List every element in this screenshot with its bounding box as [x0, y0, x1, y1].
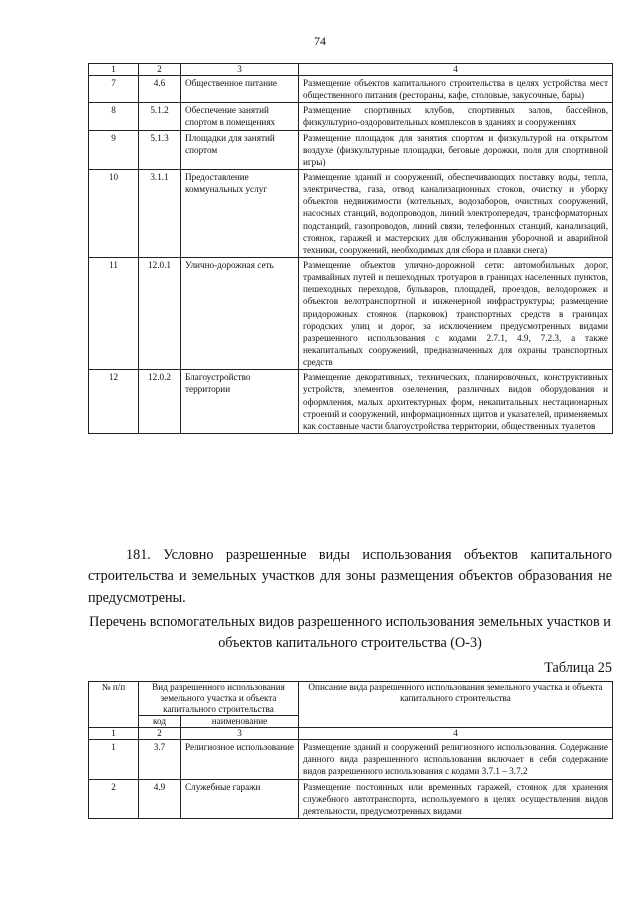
- table-row: [89, 370, 613, 434]
- use-code: 3.1.1: [139, 170, 181, 258]
- permitted-uses-table: [88, 63, 613, 434]
- row-number: 1: [89, 740, 139, 779]
- use-description: Размещение спортивных клубов, спортивных залов, бассейнов, физкультурно-оздоровительных комплексов в зданиях и сооружениях: [299, 103, 613, 130]
- row-number: 7: [89, 76, 139, 103]
- header-code: код: [139, 716, 181, 728]
- use-code: 5.1.2: [139, 103, 181, 130]
- use-name: Служебные гаражи: [181, 779, 299, 818]
- column-number: 2: [139, 728, 181, 740]
- use-code: 4.6: [139, 76, 181, 103]
- row-number: 9: [89, 130, 139, 169]
- use-description: Размещение объектов улично-дорожной сети: автомобильных дорог, трамвайных путей и пешеходных тротуаров в границах населенных пунктов, пешеходных переходов, бульваров, площадей, проездов, велодорожек и объектов велотранспортной и инженерной инфраструктуры; размещение придорожных стоянок (парковок) транспортных средств в границах городских улиц и дорог, за исключением предусмотренных видами разрешенного использования с кодами 2.7.1, 4.9, 7.2.3, а также некапитальных сооружений, предназначенных для охраны транспортных средств: [299, 258, 613, 370]
- table-row: [89, 779, 613, 818]
- column-number: 1: [89, 64, 139, 76]
- row-number: 2: [89, 779, 139, 818]
- use-name: Обеспечение занятий спортом в помещениях: [181, 103, 299, 130]
- use-description: Размещение площадок для занятия спортом и физкультурой на открытом воздухе (физкультурные площадки, беговые дорожки, поля для спортивной игры): [299, 130, 613, 169]
- use-code: 4.9: [139, 779, 181, 818]
- table-row: [89, 170, 613, 258]
- column-number: 3: [181, 728, 299, 740]
- table-row: [89, 130, 613, 169]
- use-name: Улично-дорожная сеть: [181, 258, 299, 370]
- table-row: [89, 103, 613, 130]
- use-description: Размещение декоративных, технических, планировочных, конструктивных устройств, элементов озеленения, различных видов оборудования и оформления, малых архитектурных форм, некапитальных нестационарных строений и сооружений, информационных щитов и указателей, применяемых как составные части благоустройства территории, общественных туалетов: [299, 370, 613, 434]
- use-code: 12.0.1: [139, 258, 181, 370]
- section-heading: Перечень вспомогательных видов разрешенного использования земельных участков и объектов капитального строительства (О-3): [89, 614, 611, 652]
- column-number: 4: [299, 64, 613, 76]
- column-number: 2: [139, 64, 181, 76]
- row-number: 12: [89, 370, 139, 434]
- clause-181: 181. Условно разрешенные виды использования объектов капитального строительства и земельных участков для зоны размещения объектов образования не предусмотрены.: [88, 547, 612, 606]
- use-name: Религиозное использование: [181, 740, 299, 779]
- use-code: 3.7: [139, 740, 181, 779]
- row-number: 8: [89, 103, 139, 130]
- table-row: [89, 258, 613, 370]
- use-description: Размещение зданий и сооружений, обеспечивающих поставку воды, тепла, электричества, газа, отвод канализационных стоков, очистку и уборку объектов недвижимости (котельных, водозаборов, очистных сооружений, насосных станций, водопроводов, линий электропередач, трансформаторных подстанций, газопроводов, линий связи, телефонных станций, канализаций, стоянок, гаражей и мастерских для обслуживания уборочной и аварийной техники, сооружений, необходимых для сбора и плавки снега): [299, 170, 613, 258]
- column-number-row: [89, 728, 613, 740]
- column-number: 4: [299, 728, 613, 740]
- row-number: 11: [89, 258, 139, 370]
- use-code: 12.0.2: [139, 370, 181, 434]
- use-name: Общественное питание: [181, 76, 299, 103]
- use-description: Размещение зданий и сооружений религиозного использования. Содержание данного вида разрешенного использования включает в себя содержание видов разрешенного использования с кодами 3.7.1 – 3.7.2: [299, 740, 613, 779]
- use-code: 5.1.3: [139, 130, 181, 169]
- table-row: [89, 76, 613, 103]
- use-description: Размещение объектов капитального строительства в целях устройства мест общественного питания (рестораны, кафе, столовые, закусочные, бары): [299, 76, 613, 103]
- use-name: Площадки для занятий спортом: [181, 130, 299, 169]
- header-number: № п/п: [89, 682, 139, 728]
- row-number: 10: [89, 170, 139, 258]
- header-use-kind: Вид разрешенного использования земельного участка и объекта капитального строительства: [139, 682, 299, 716]
- table-label: Таблица 25: [544, 660, 612, 676]
- column-number: 1: [89, 728, 139, 740]
- use-name: Благоустройство территории: [181, 370, 299, 434]
- auxiliary-uses-table: [88, 681, 613, 819]
- use-name: Предоставление коммунальных услуг: [181, 170, 299, 258]
- table-header-row: [89, 682, 613, 716]
- column-number: 3: [181, 64, 299, 76]
- use-description: Размещение постоянных или временных гаражей, стоянок для хранения служебного автотранспорта, используемого в целях осуществления видов деятельности, предусмотренных видами: [299, 779, 613, 818]
- column-number-row: [89, 64, 613, 76]
- page-number: 74: [314, 34, 326, 48]
- header-description: Описание вида разрешенного использования земельного участка и объекта капитального строительства: [299, 682, 613, 728]
- table-row: [89, 740, 613, 779]
- header-name: наименование: [181, 716, 299, 728]
